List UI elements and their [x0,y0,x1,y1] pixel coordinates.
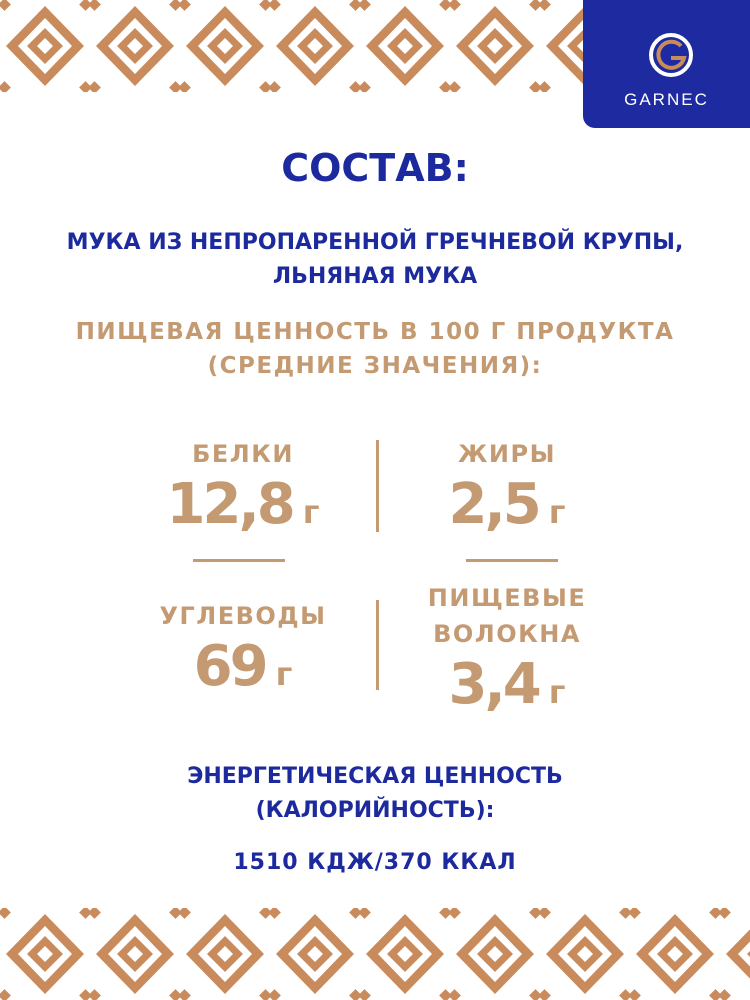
nutrient-value: 3,4 г [448,652,566,717]
energy-value: 1510 КДЖ/370 ККАЛ [233,850,517,875]
nutrient-fiber [382,580,632,725]
nutrient-label: УГЛЕВОДЫ [159,602,327,630]
nutrient-protein [118,436,368,545]
divider-horizontal [193,559,285,562]
ingredients-line-1: МУКА ИЗ НЕПРОПАРЕННОЙ ГРЕЧНЕВОЙ КРУПЫ, [66,230,684,255]
nutrition-heading-line-1: ПИЩЕВАЯ ЦЕННОСТЬ В 100 Г ПРОДУКТА [75,319,675,345]
nutrient-label-line-1: ПИЩЕВЫЕ [427,584,587,612]
garnec-logo-icon [648,32,694,78]
nutrient-value: 12,8 г [166,472,320,537]
nutrient-value: 69 г [193,634,293,699]
ingredients-text [0,226,750,294]
ingredients-line-2: ЛЬНЯНАЯ МУКА [272,264,478,289]
nutrition-heading-line-2: (СРЕДНИЕ ЗНАЧЕНИЯ): [207,353,543,379]
composition-title: СОСТАВ: [281,146,469,190]
brand-name: GARNEC [624,90,709,109]
nutrient-label: БЕЛКИ [192,440,294,468]
divider-vertical [376,440,379,532]
energy-heading-line-1: ЭНЕРГЕТИЧЕСКАЯ ЦЕННОСТЬ [187,764,563,789]
divider-horizontal [466,559,558,562]
divider-vertical [376,600,379,690]
nutrient-label-line-2: ВОЛОКНА [433,620,581,648]
brand-logo [583,0,750,128]
energy-heading [0,760,750,828]
nutrient-fat [382,436,632,545]
ornament-border-bottom [0,908,750,1000]
nutrient-label: ЖИРЫ [458,440,556,468]
energy-heading-line-2: (КАЛОРИЙНОСТЬ): [255,798,495,823]
nutrient-value: 2,5 г [448,472,566,537]
nutrition-heading [0,315,750,383]
nutrient-carbohydrates [118,598,368,707]
